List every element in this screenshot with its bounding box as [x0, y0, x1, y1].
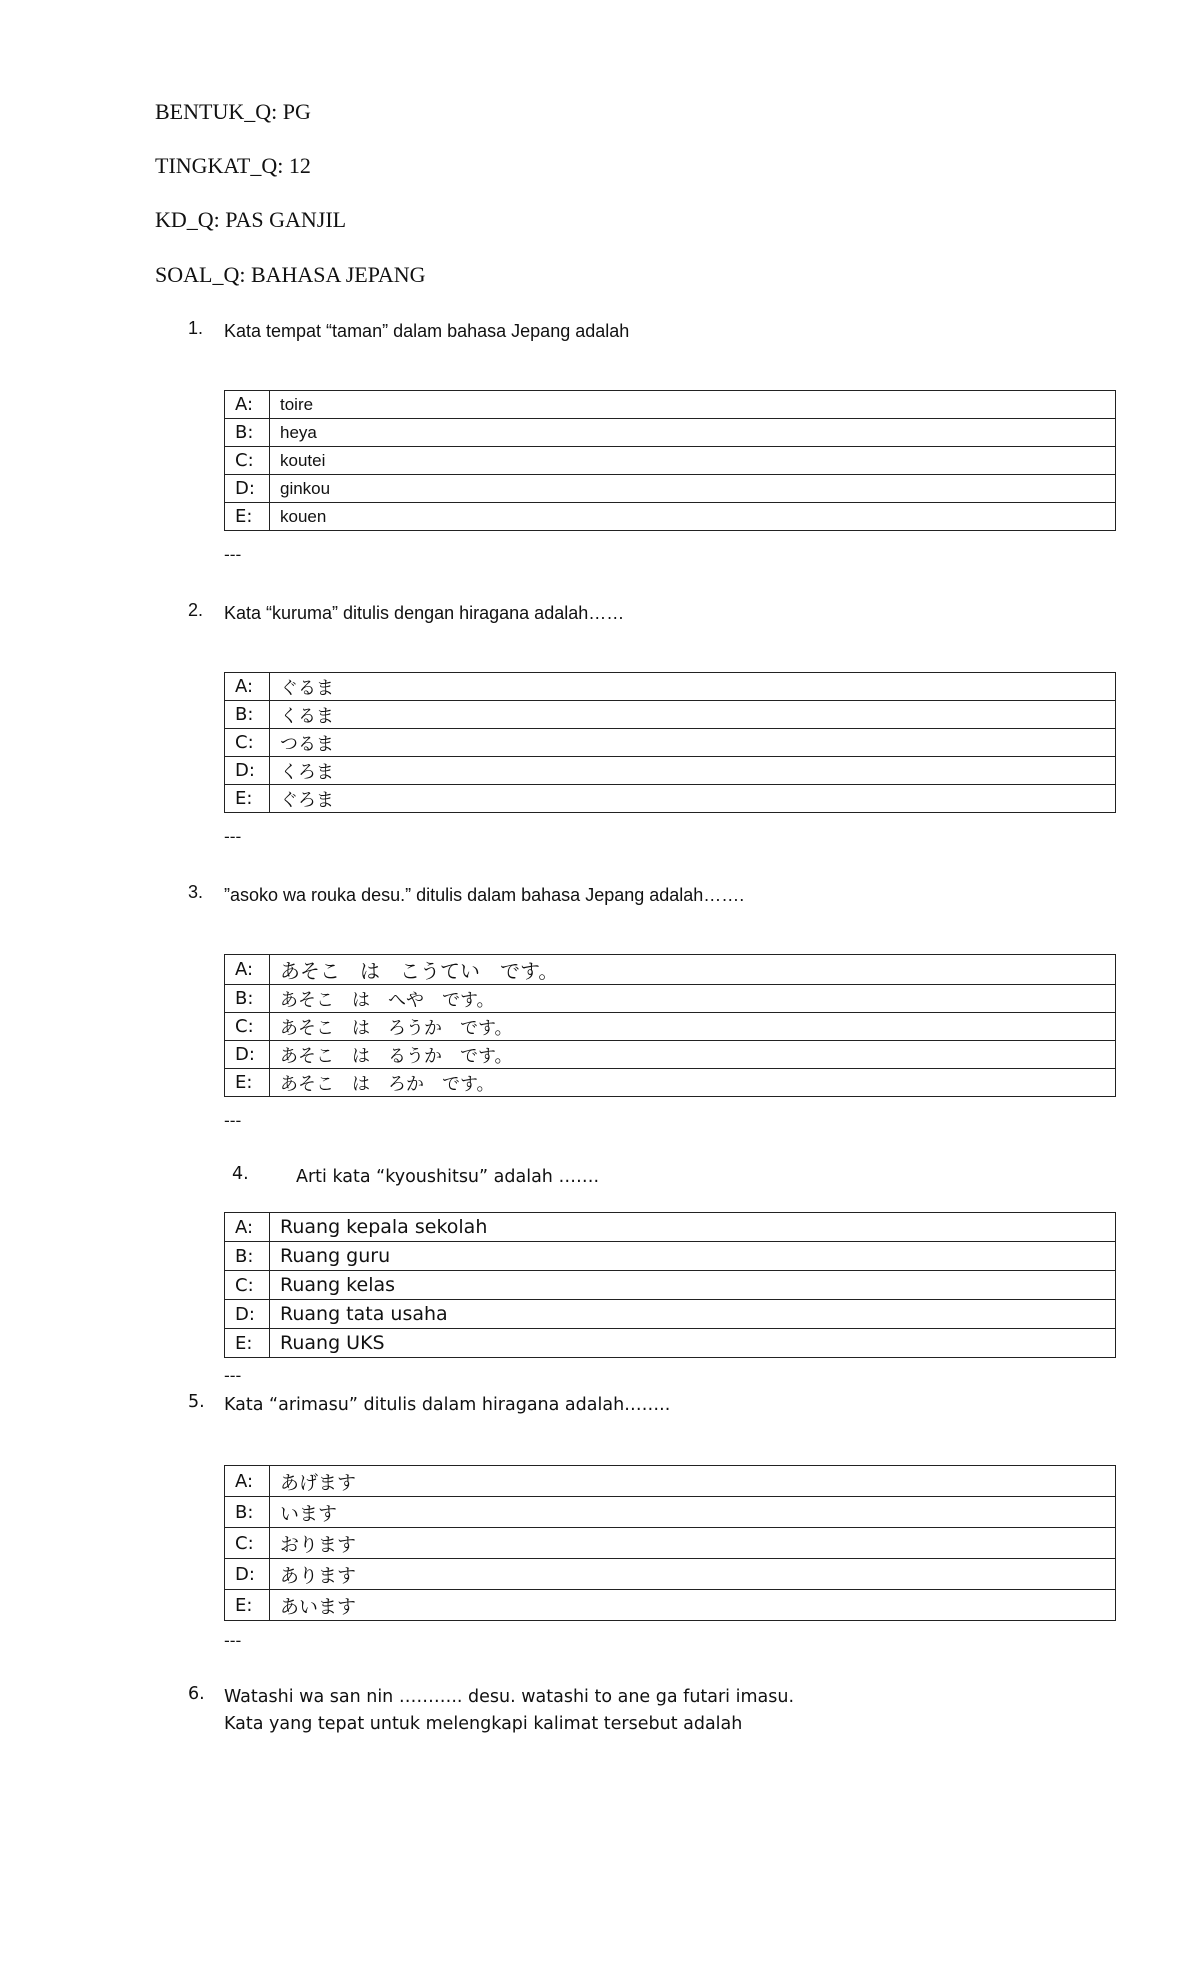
meta-kd: KD_Q: PAS GANJIL [155, 207, 347, 232]
option-value: kouen [270, 503, 1116, 531]
meta-bentuk: BENTUK_Q: PG [155, 99, 311, 124]
option-row[interactable] [225, 1466, 1116, 1497]
option-label: C: [225, 1271, 270, 1300]
option-row[interactable] [225, 955, 1116, 985]
meta-tingkat: TINGKAT_Q: 12 [155, 153, 311, 178]
option-label: D: [225, 475, 270, 503]
question-number: 2. [188, 600, 204, 620]
question-number: 6. [188, 1684, 205, 1704]
question-number: 4. [232, 1164, 249, 1184]
option-value: あそこ は るうか です。 [270, 1041, 1116, 1069]
option-row[interactable] [225, 503, 1116, 531]
option-value: あそこ は ろか です。 [270, 1069, 1116, 1097]
question-text: Arti kata “kyoushitsu” adalah ……. [296, 1167, 600, 1187]
question-text: ”asoko wa rouka desu.” ditulis dalam bahasa Jepang adalah……. [224, 885, 745, 905]
option-row[interactable] [225, 701, 1116, 729]
option-value: heya [270, 419, 1116, 447]
option-label: B: [225, 1497, 270, 1528]
question-number: 1. [188, 318, 204, 338]
option-row[interactable] [225, 419, 1116, 447]
option-value: あります [270, 1559, 1116, 1590]
option-label: B: [225, 985, 270, 1013]
option-row[interactable] [225, 1528, 1116, 1559]
option-value: あそこ は ろうか です。 [270, 1013, 1116, 1041]
separator: --- [224, 827, 242, 846]
option-label: C: [225, 1013, 270, 1041]
option-row[interactable] [225, 785, 1116, 813]
option-value: おります [270, 1528, 1116, 1559]
option-label: D: [225, 1559, 270, 1590]
option-value: ぐるま [270, 673, 1116, 701]
separator: --- [224, 1111, 242, 1130]
option-row[interactable] [225, 1242, 1116, 1271]
option-row[interactable] [225, 1590, 1116, 1621]
question-text: Watashi wa san nin ……….. desu. watashi to ane ga futari imasu. [224, 1687, 795, 1707]
option-value: Ruang UKS [270, 1329, 1116, 1358]
option-row[interactable] [225, 475, 1116, 503]
option-row[interactable] [225, 1559, 1116, 1590]
option-row[interactable] [225, 673, 1116, 701]
option-label: A: [225, 673, 270, 701]
question-text: Kata “arimasu” ditulis dalam hiragana adalah…….. [224, 1395, 671, 1415]
option-row[interactable] [225, 1069, 1116, 1097]
option-row[interactable] [225, 1041, 1116, 1069]
option-label: E: [225, 785, 270, 813]
option-label: B: [225, 1242, 270, 1271]
question-text: Kata “kuruma” ditulis dengan hiragana adalah…… [224, 603, 625, 623]
option-value: Ruang tata usaha [270, 1300, 1116, 1329]
option-value: あそこ は へや です。 [270, 985, 1116, 1013]
option-label: E: [225, 1329, 270, 1358]
option-row[interactable] [225, 985, 1116, 1013]
option-row[interactable] [225, 1213, 1116, 1242]
option-row[interactable] [225, 1497, 1116, 1528]
option-value: Ruang kepala sekolah [270, 1213, 1116, 1242]
question-number: 5. [188, 1392, 205, 1412]
option-value: つるま [270, 729, 1116, 757]
option-label: E: [225, 1590, 270, 1621]
option-row[interactable] [225, 1300, 1116, 1329]
options-table-1 [224, 390, 1116, 531]
options-table-2 [224, 672, 1116, 813]
option-row[interactable] [225, 1013, 1116, 1041]
option-value: Ruang guru [270, 1242, 1116, 1271]
option-value: くるま [270, 701, 1116, 729]
option-label: D: [225, 757, 270, 785]
separator: --- [224, 1366, 242, 1385]
option-label: C: [225, 1528, 270, 1559]
option-label: A: [225, 1466, 270, 1497]
option-label: C: [225, 447, 270, 475]
option-label: C: [225, 729, 270, 757]
option-row[interactable] [225, 757, 1116, 785]
separator: --- [224, 545, 242, 564]
option-row[interactable] [225, 391, 1116, 419]
option-value: います [270, 1497, 1116, 1528]
option-label: A: [225, 391, 270, 419]
options-table-4 [224, 1212, 1116, 1358]
question-text: Kata tempat “taman” dalam bahasa Jepang adalah [224, 321, 630, 341]
question-text-line-2: Kata yang tepat untuk melengkapi kalimat tersebut adalah [224, 1714, 743, 1734]
option-label: A: [225, 1213, 270, 1242]
option-label: B: [225, 701, 270, 729]
option-row[interactable] [225, 729, 1116, 757]
option-label: E: [225, 503, 270, 531]
option-value: あそこ は こうてい です。 [270, 955, 1116, 985]
option-label: B: [225, 419, 270, 447]
option-label: A: [225, 955, 270, 985]
options-table-5 [224, 1465, 1116, 1621]
option-label: D: [225, 1300, 270, 1329]
option-row[interactable] [225, 447, 1116, 475]
option-label: E: [225, 1069, 270, 1097]
option-row[interactable] [225, 1271, 1116, 1300]
separator: --- [224, 1631, 242, 1650]
option-row[interactable] [225, 1329, 1116, 1358]
option-value: toire [270, 391, 1116, 419]
option-value: あいます [270, 1590, 1116, 1621]
meta-soal: SOAL_Q: BAHASA JEPANG [155, 262, 426, 287]
option-value: くろま [270, 757, 1116, 785]
option-value: koutei [270, 447, 1116, 475]
option-value: あげます [270, 1466, 1116, 1497]
question-number: 3. [188, 882, 204, 902]
option-label: D: [225, 1041, 270, 1069]
option-value: ぐろま [270, 785, 1116, 813]
option-value: Ruang kelas [270, 1271, 1116, 1300]
option-value: ginkou [270, 475, 1116, 503]
options-table-3 [224, 954, 1116, 1097]
